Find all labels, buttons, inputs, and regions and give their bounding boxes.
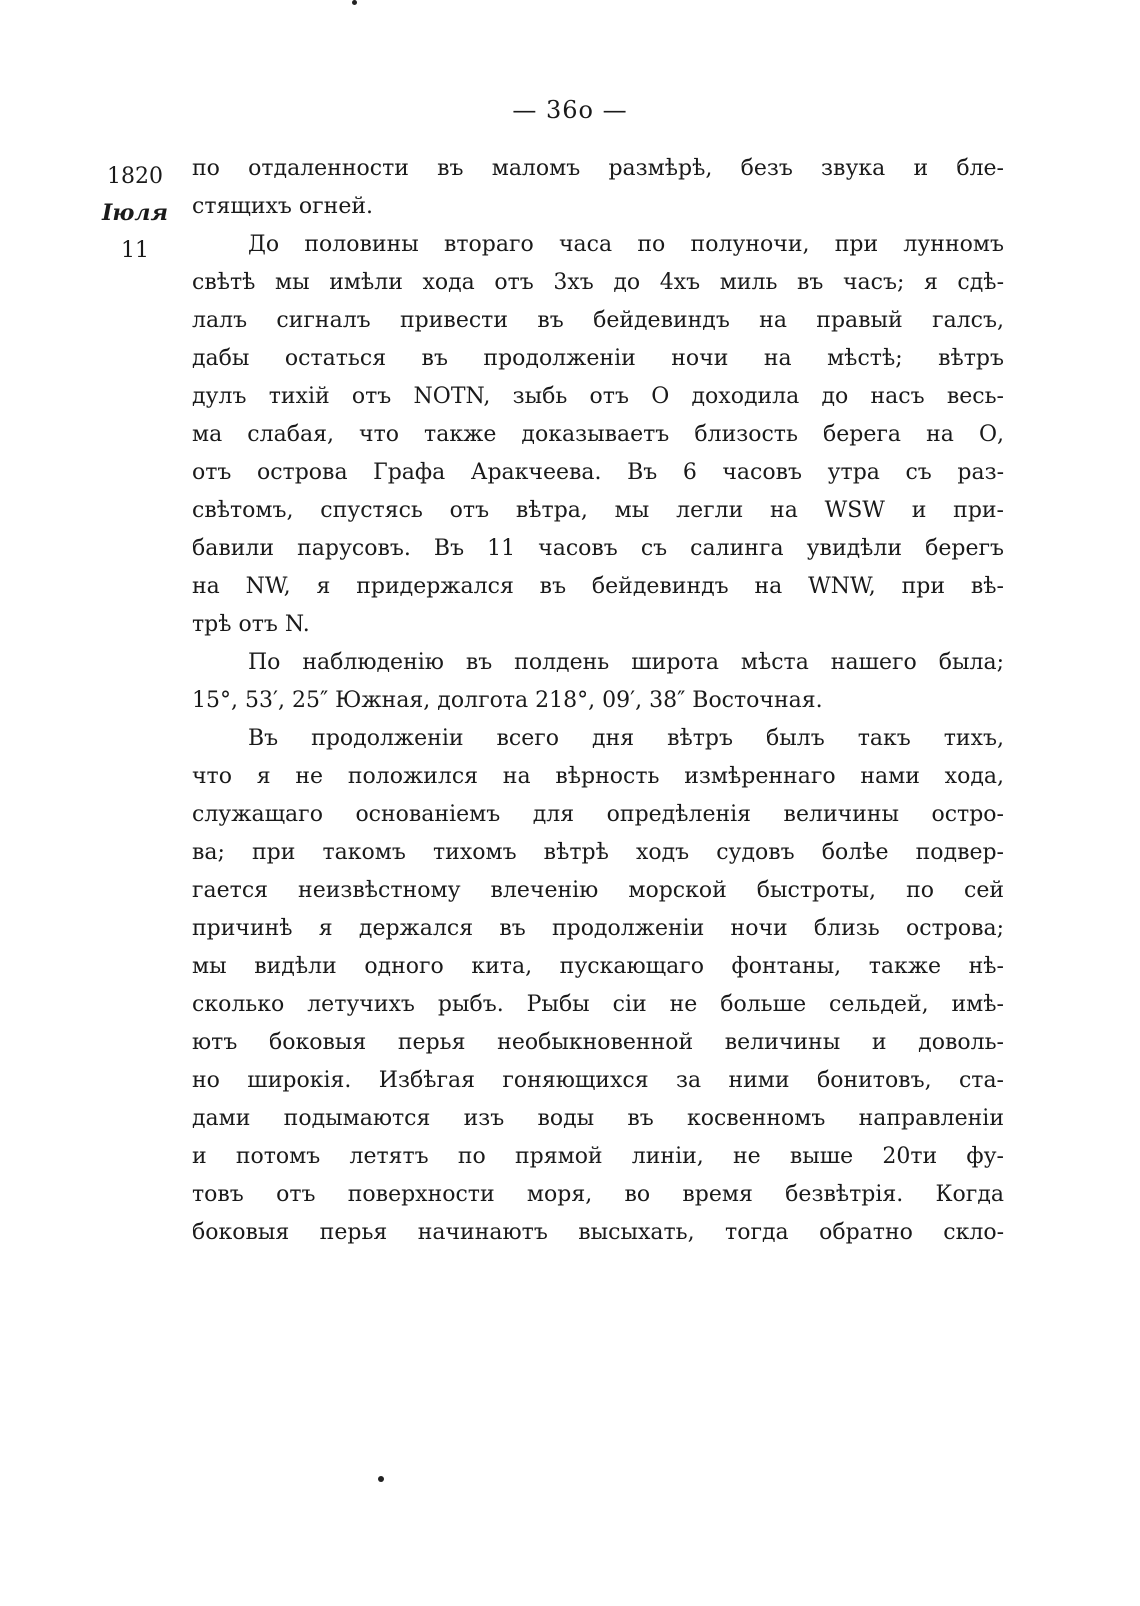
text-line: дабы остаться въ продолженіи ночи на мѣстѣ; вѣтръ [192,346,1004,371]
text-line: боковыя перья начинаютъ высыхать, тогда обратно скло- [192,1220,1004,1245]
text-line: дами подымаются изъ воды въ косвенномъ направленіи [192,1106,1004,1131]
text-line: ва; при такомъ тихомъ вѣтрѣ ходъ судовъ болѣе подвер- [192,840,1004,865]
text-line: стящихъ огней. [192,194,373,219]
ink-speck [352,0,357,5]
ink-speck [378,1476,384,1482]
body-text [192,150,1004,1252]
text-line: ма слабая, что также доказываетъ близость берега на О, [192,422,1004,447]
text-line: мы видѣли одного кита, пускающаго фонтаны, также нѣ- [192,954,1004,979]
text-line: 15°, 53′, 25″ Южная, долгота 218°, 09′, 38″ Восточная. [192,688,823,713]
paragraph [192,226,1004,644]
text-line: сколько летучихъ рыбъ. Рыбы сіи не больше сельдей, имѣ- [192,992,1004,1017]
text-line: служащаго основаніемъ для опредѣленія величины остро- [192,802,1004,827]
text-line: По наблюденію въ полдень широта мѣста нашего была; [248,650,1004,675]
text-line: по отдаленности въ маломъ размѣрѣ, безъ звука и бле- [192,156,1004,181]
text-line: гается неизвѣстному влеченію морской быстроты, по сей [192,878,1004,903]
text-line: свѣтомъ, спустясь отъ вѣтра, мы легли на WSW и при- [192,498,1004,523]
text-line: свѣтѣ мы имѣли хода отъ 3хъ до 4хъ миль въ часъ; я сдѣ- [192,270,1004,295]
text-line: причинѣ я держался въ продолженіи ночи близь острова; [192,916,1004,941]
margin-month: Іюля [102,200,168,226]
margin-day: 11 [121,238,149,263]
page-number: — 36о — [512,96,628,124]
paragraph [192,720,1004,1252]
paragraph [192,150,1004,226]
text-line: товъ отъ поверхности моря, во время безвѣтрія. Когда [192,1182,1004,1207]
text-line: дулъ тихій отъ NOTN, зыбь отъ О доходила до насъ весь- [192,384,1004,409]
text-line: ютъ боковыя перья необыкновенной величины и доволь- [192,1030,1004,1055]
text-line: что я не положился на вѣрность измѣреннаго нами хода, [192,764,1004,789]
text-line: бавили парусовъ. Въ 11 часовъ съ салинга увидѣли берегъ [192,536,1004,561]
text-line: на NW, я придержался въ бейдевиндъ на WNW, при вѣ- [192,574,1004,599]
paragraph [192,644,1004,720]
text-line: и потомъ летятъ по прямой линіи, не выше 20ти фу- [192,1144,1004,1169]
text-line: лалъ сигналъ привести въ бейдевиндъ на правый галсъ, [192,308,1004,333]
text-line: но широкія. Избѣгая гоняющихся за ними бонитовъ, ста- [192,1068,1004,1093]
text-line: отъ острова Графа Аракчеева. Въ 6 часовъ утра съ раз- [192,460,1004,485]
text-line: трѣ отъ N. [192,612,310,637]
text-line: До половины втораго часа по полуночи, при лунномъ [248,232,1004,257]
margin-year: 1820 [107,164,163,189]
text-line: Въ продолженіи всего дня вѣтръ былъ такъ тихъ, [248,726,1004,751]
margin-date-note [96,158,174,269]
